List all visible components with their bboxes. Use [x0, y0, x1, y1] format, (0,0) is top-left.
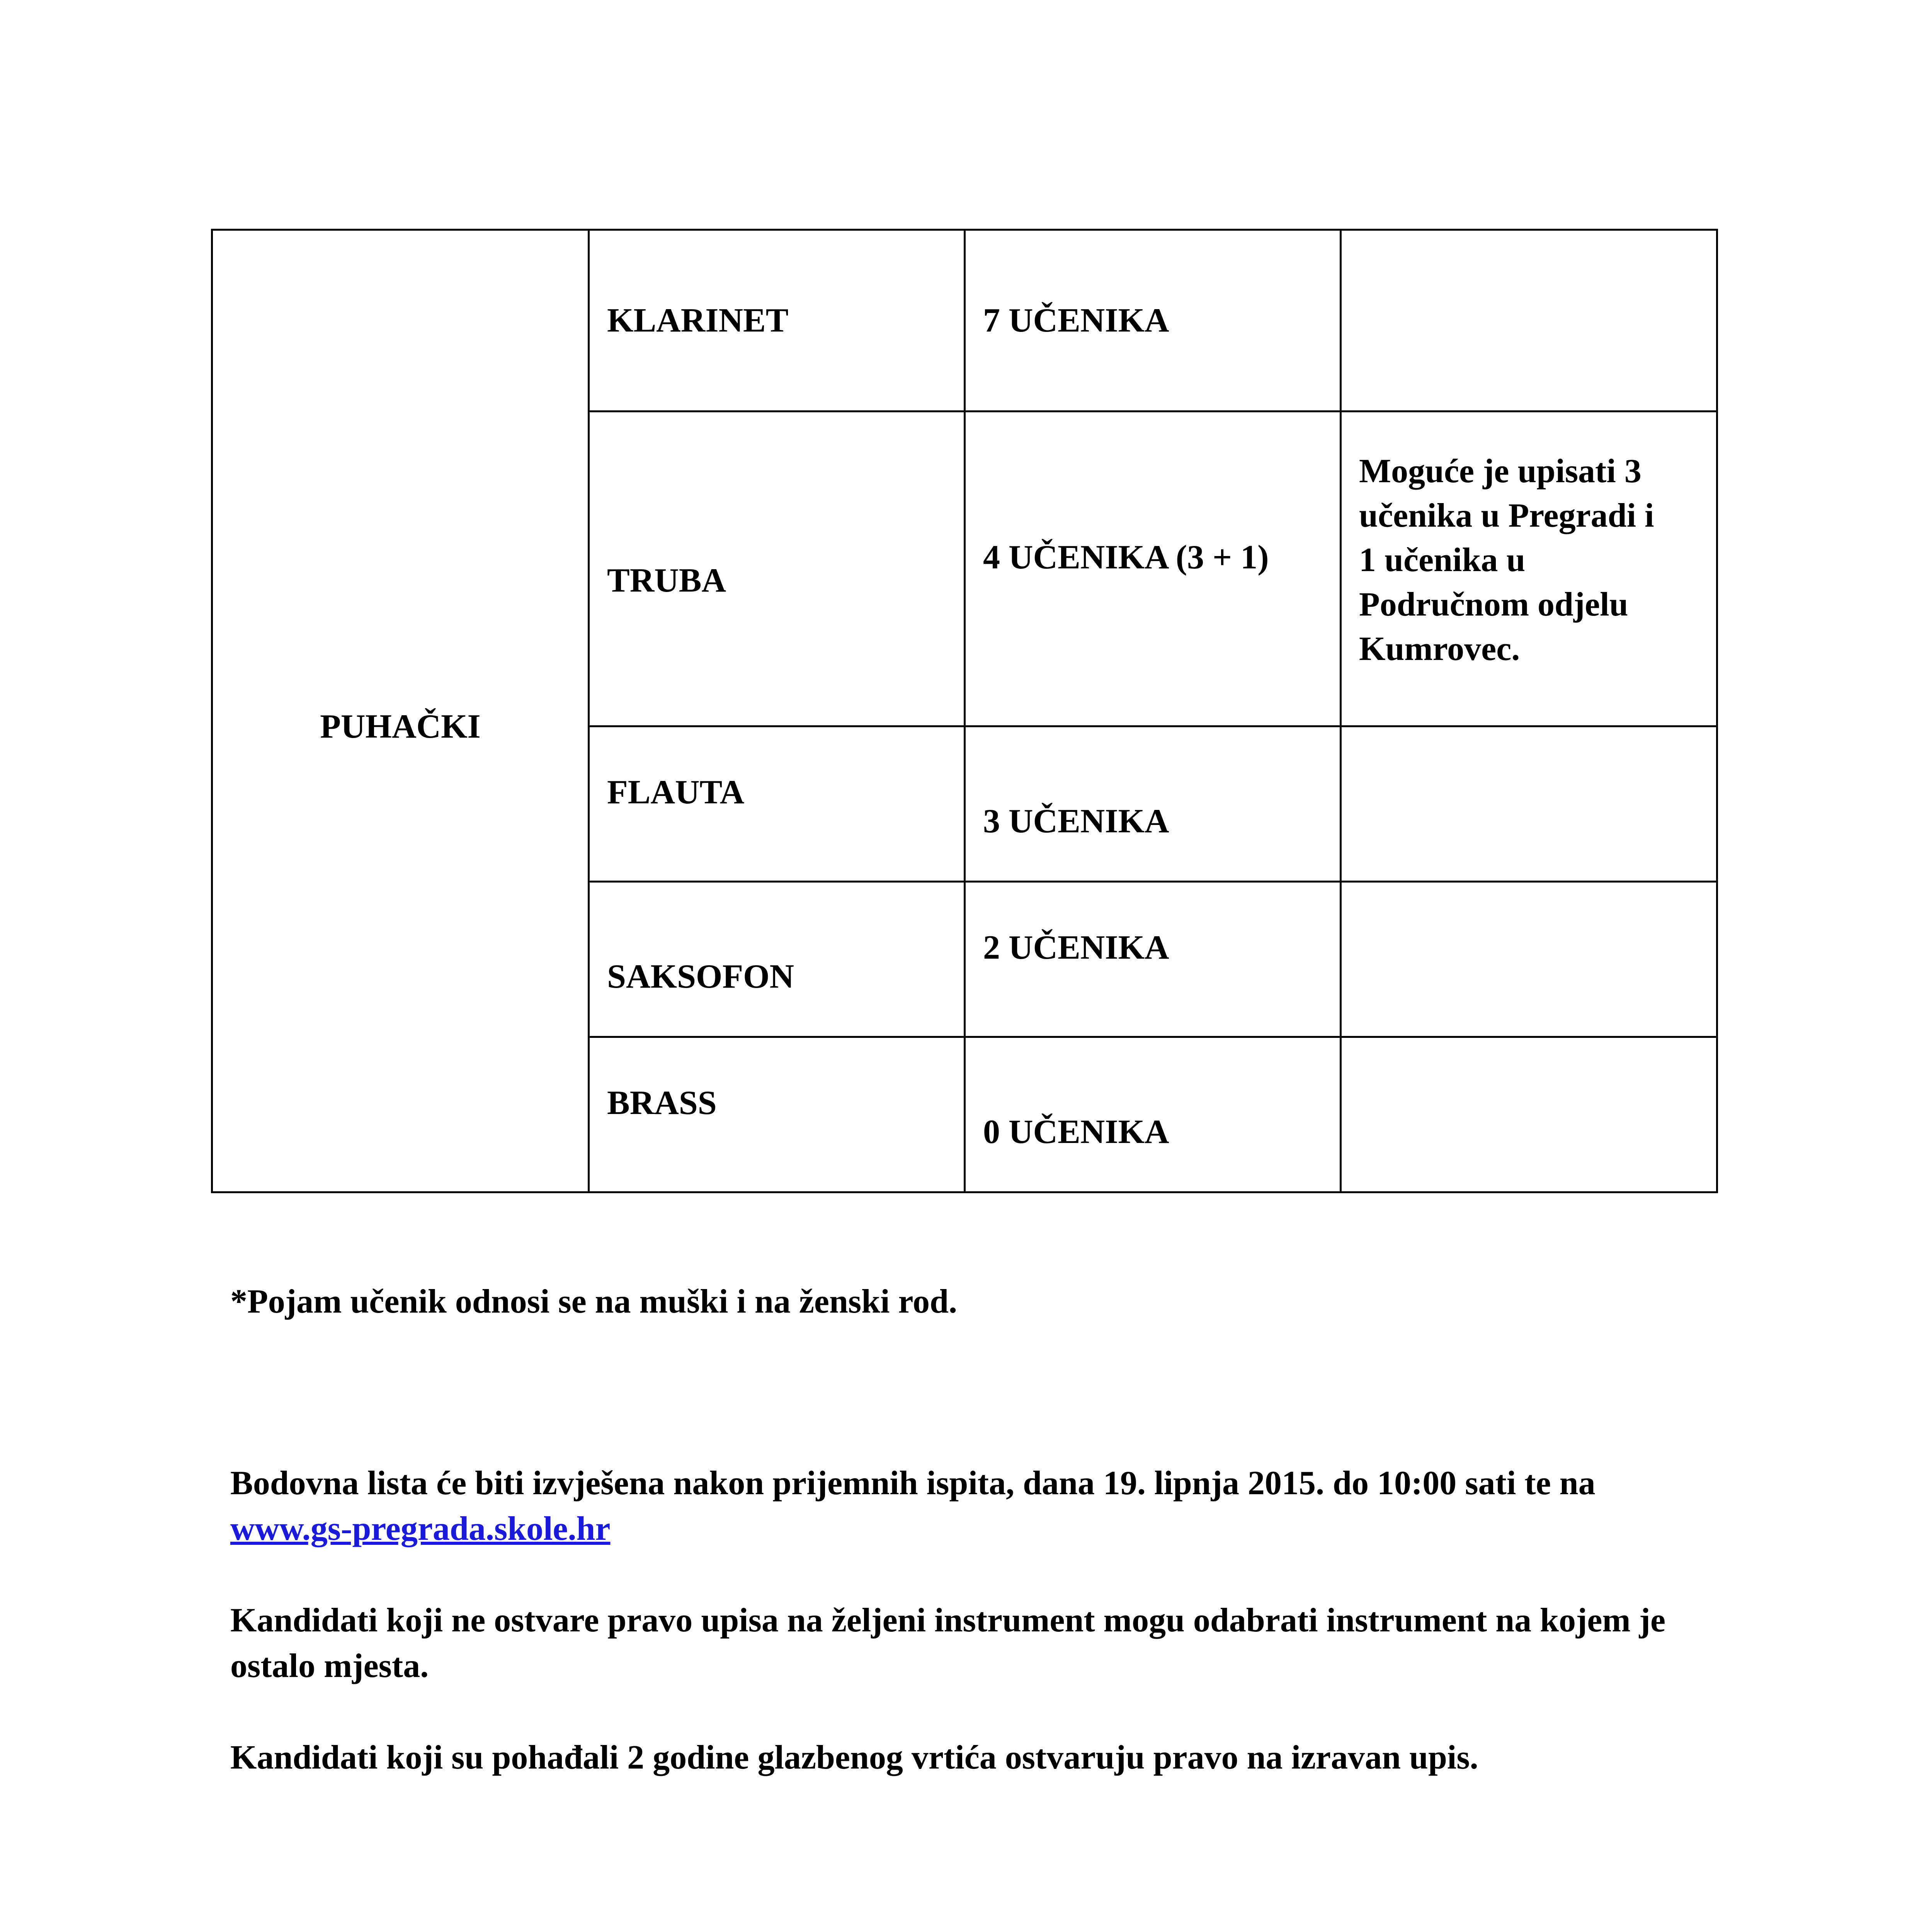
instrument-name: KLARINET	[607, 302, 789, 339]
table-row	[212, 230, 1717, 412]
note-cell	[1341, 726, 1717, 882]
instrument-cell	[589, 230, 965, 412]
count-cell	[965, 412, 1341, 726]
note-cell	[1341, 1037, 1717, 1192]
kandidati-instrument-paragraph: Kandidati koji ne ostvare pravo upisa na željeni instrument mogu odabrati instrument na kojem je ostalo mjesta.	[230, 1602, 1666, 1685]
student-count: 3 UČENIKA	[983, 803, 1169, 840]
student-count: 2 UČENIKA	[983, 929, 1169, 966]
website-link[interactable]: www.gs-pregrada.skole.hr	[230, 1510, 611, 1548]
instrument-name: TRUBA	[607, 561, 726, 599]
count-cell	[965, 1037, 1341, 1192]
bodovna-lista-paragraph	[230, 1461, 1718, 1552]
count-cell	[965, 726, 1341, 882]
note-cell	[1341, 230, 1717, 412]
footnote: *Pojam učenik odnosi se na muški i na ženski rod.	[230, 1283, 957, 1320]
count-cell	[965, 230, 1341, 412]
instrument-group-label: PUHAČKI	[320, 707, 481, 745]
student-count: 4 UČENIKA (3 + 1)	[983, 538, 1269, 576]
note-cell	[1341, 412, 1717, 726]
student-count: 0 UČENIKA	[983, 1113, 1169, 1151]
instrument-cell	[589, 1037, 965, 1192]
instrument-group-cell	[212, 230, 589, 1192]
instrument-enrollment-table	[211, 229, 1718, 1193]
note-cell	[1341, 882, 1717, 1037]
instrument-cell	[589, 882, 965, 1037]
student-count: 7 UČENIKA	[983, 302, 1169, 339]
instrument-name: FLAUTA	[607, 774, 745, 811]
note-text: Moguće je upisati 3 učenika u Pregradi i 1 učenika u Područnom odjelu Kumrovec.	[1359, 452, 1654, 668]
count-cell	[965, 882, 1341, 1037]
instrument-name: SAKSOFON	[607, 958, 794, 995]
bodovna-lista-text: Bodovna lista će biti izvješena nakon prijemnih ispita, dana 19. lipnja 2015. do 10:00 sati te na	[230, 1464, 1596, 1502]
instrument-name: BRASS	[607, 1084, 717, 1122]
kandidati-vrtic-paragraph: Kandidati koji su pohađali 2 godine glazbenog vrtića ostvaruju pravo na izravan upis.	[230, 1739, 1478, 1776]
instrument-cell	[589, 726, 965, 882]
instrument-cell	[589, 412, 965, 726]
